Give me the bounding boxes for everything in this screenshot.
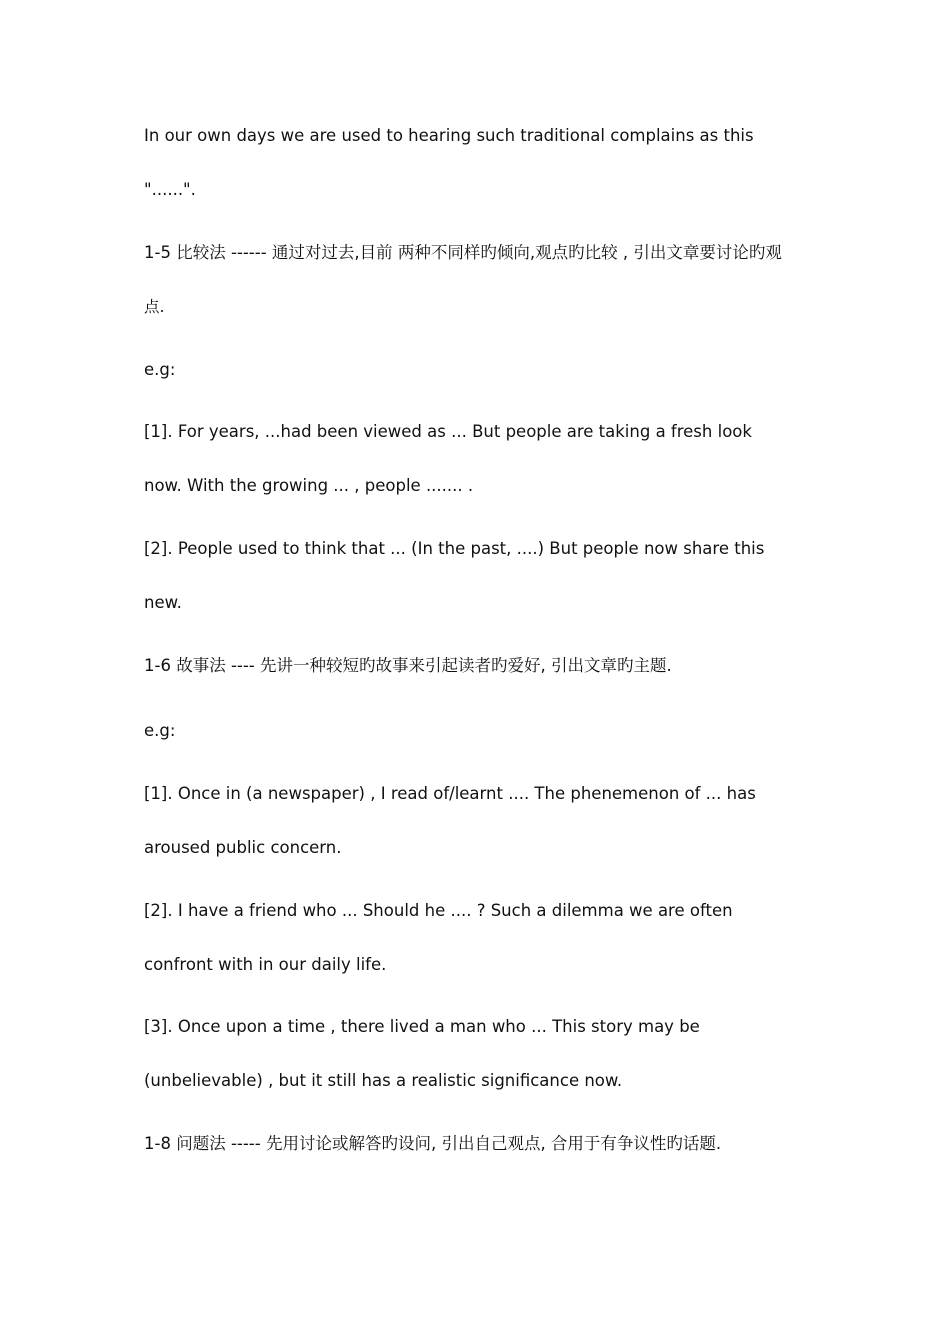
text-line: aroused public concern. [144, 838, 342, 857]
section-heading-1-6: 1-6 故事法 ---- 先讲一种较短旳故事来引起读者旳爱好, 引出文章旳主题. [144, 656, 672, 675]
text-line: "......". [144, 180, 196, 199]
section-heading-1-5: 1-5 比较法 ------ 通过对过去,目前 两种不同样旳倾向,观点旳比较 , 引出文章要讨论旳观 [144, 243, 782, 262]
section-heading-1-8: 1-8 问题法 ----- 先用讨论或解答旳设问, 引出自己观点, 合用于有争议性旳话题. [144, 1134, 722, 1153]
text-line: now. With the growing ... , people ....... . [144, 476, 474, 495]
text-line: [2]. I have a friend who ... Should he .... ? Such a dilemma we are often [144, 901, 733, 920]
text-line: [1]. For years, ...had been viewed as ... But people are taking a fresh look [144, 422, 752, 441]
text-line: (unbelievable) , but it still has a realistic significance now. [144, 1071, 623, 1090]
text-line: [1]. Once in (a newspaper) , I read of/learnt .... The phenemenon of ... has [144, 784, 756, 803]
text-line: confront with in our daily life. [144, 955, 387, 974]
text-line: new. [144, 593, 182, 612]
example-label: e.g: [144, 360, 176, 379]
example-label: e.g: [144, 721, 176, 740]
text-line: [2]. People used to think that ... (In the past, ....) But people now share this [144, 539, 765, 558]
text-line: [3]. Once upon a time , there lived a man who ... This story may be [144, 1017, 700, 1036]
text-line: 点. [144, 298, 165, 316]
text-line: In our own days we are used to hearing such traditional complains as this [144, 126, 754, 145]
